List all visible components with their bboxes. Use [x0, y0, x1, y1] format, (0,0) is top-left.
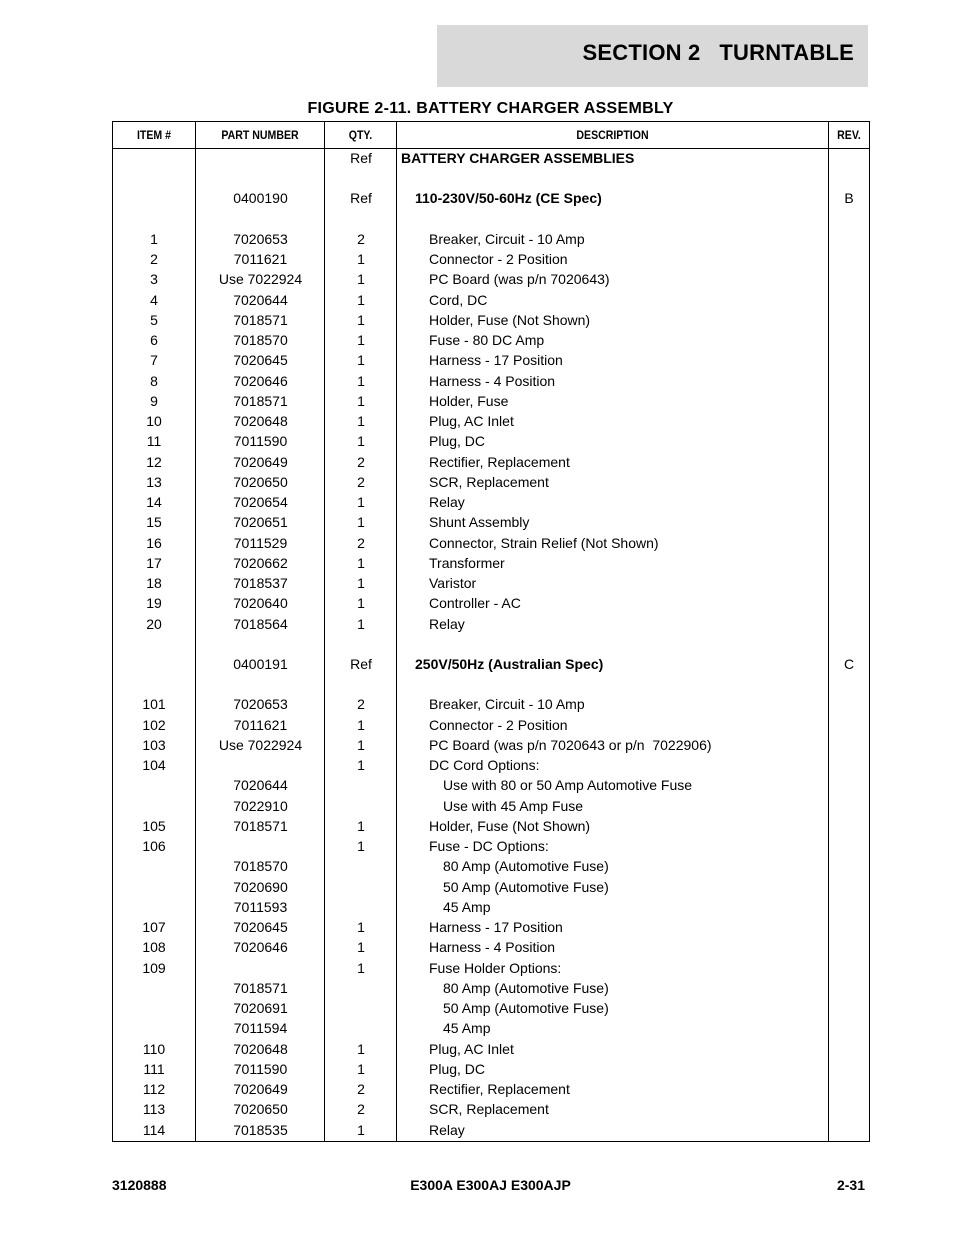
table-row: [113, 553, 869, 573]
table-row: [113, 755, 869, 775]
quantity: 2: [357, 453, 365, 470]
item-number: 101: [142, 696, 166, 713]
part-number: 7020640: [233, 595, 288, 612]
item-number: 12: [146, 453, 162, 470]
table-row: [113, 937, 869, 957]
description: SCR, Replacement: [429, 473, 549, 490]
description: Holder, Fuse: [429, 392, 509, 409]
item-number: 102: [142, 716, 166, 733]
part-number: 7011590: [233, 433, 288, 450]
quantity: 1: [357, 1060, 365, 1077]
quantity: 2: [357, 1081, 365, 1098]
quantity: 1: [357, 332, 365, 349]
description: Transformer: [429, 554, 505, 571]
quantity: 1: [357, 413, 365, 430]
quantity: 2: [357, 1101, 365, 1118]
table-row: [113, 654, 869, 674]
part-number: 7020645: [233, 919, 288, 936]
table-row: [113, 533, 869, 553]
table-row: [113, 512, 869, 532]
header-description: DESCRIPTION: [576, 128, 649, 142]
part-number: 7020691: [233, 1000, 288, 1017]
part-number: 7020648: [233, 1040, 288, 1057]
quantity: 1: [357, 575, 365, 592]
table-row: [113, 775, 869, 795]
item-number: 105: [142, 817, 166, 834]
part-number: 7020650: [233, 473, 288, 490]
header-revision: REV.: [837, 128, 861, 142]
item-number: 4: [150, 291, 158, 308]
quantity: 1: [357, 494, 365, 511]
item-number: 104: [142, 757, 166, 774]
description: Holder, Fuse (Not Shown): [429, 311, 591, 328]
part-number: 7020646: [233, 372, 288, 389]
part-number: 7018571: [233, 979, 288, 996]
footer-doc-number: 3120888: [112, 1177, 167, 1193]
table-row: [113, 796, 869, 816]
quantity: 1: [357, 271, 365, 288]
table-row: [113, 229, 869, 249]
item-number: 15: [146, 514, 162, 531]
quantity: Ref: [350, 655, 372, 672]
header-part-number: PART NUMBER: [221, 128, 299, 142]
footer-page-number: 2-31: [836, 1177, 865, 1193]
description: Relay: [429, 615, 465, 632]
table-row: [113, 188, 869, 208]
part-number: 7011621: [233, 251, 288, 268]
description: Plug, AC Inlet: [429, 413, 514, 430]
description: PC Board (was p/n 7020643 or p/n 7022906): [429, 736, 712, 753]
description: SCR, Replacement: [429, 1101, 549, 1118]
description: Holder, Fuse (Not Shown): [429, 817, 591, 834]
part-number: 7020650: [233, 1101, 288, 1118]
description: Rectifier, Replacement: [429, 1081, 570, 1098]
item-number: 3: [150, 271, 158, 288]
quantity: 1: [357, 251, 365, 268]
figure-title: FIGURE 2-11. BATTERY CHARGER ASSEMBLY: [307, 100, 674, 117]
table-row: [113, 897, 869, 917]
description: Plug, DC: [429, 433, 486, 450]
table-row: [113, 310, 869, 330]
item-number: 14: [146, 494, 162, 511]
quantity: 1: [357, 716, 365, 733]
part-number: 7011593: [233, 898, 288, 915]
item-number: 10: [146, 413, 162, 430]
description: 50 Amp (Automotive Fuse): [443, 1000, 609, 1017]
table-row: [113, 472, 869, 492]
description: 110-230V/50-60Hz (CE Spec): [415, 190, 602, 207]
description: Cord, DC: [429, 291, 488, 308]
table-row: [113, 735, 869, 755]
description: Breaker, Circuit - 10 Amp: [429, 696, 585, 713]
table-row: [113, 492, 869, 512]
table-row: [113, 1018, 869, 1038]
item-number: 16: [146, 534, 162, 551]
item-number: 1: [150, 230, 158, 247]
description: Fuse - DC Options:: [429, 838, 549, 855]
quantity: 1: [357, 514, 365, 531]
revision: C: [843, 655, 855, 672]
table-row: [113, 330, 869, 350]
item-number: 107: [142, 919, 166, 936]
item-number: 114: [142, 1121, 166, 1138]
part-number: 7018571: [233, 817, 288, 834]
description: PC Board (was p/n 7020643): [429, 271, 610, 288]
quantity: 1: [357, 311, 365, 328]
quantity: 1: [357, 554, 365, 571]
part-number: 7020644: [233, 777, 288, 794]
table-row: [113, 877, 869, 897]
table-row: [113, 431, 869, 451]
table-row: [113, 694, 869, 714]
part-number: 7018570: [233, 858, 288, 875]
part-number: 0400191: [233, 655, 288, 672]
description: DC Cord Options:: [429, 757, 540, 774]
quantity: 2: [357, 534, 365, 551]
table-row: [113, 856, 869, 876]
part-number: 7011621: [233, 716, 288, 733]
item-number: 111: [143, 1060, 165, 1077]
item-number: 11: [146, 433, 162, 450]
description: 250V/50Hz (Australian Spec): [415, 655, 604, 672]
description: Fuse - 80 DC Amp: [429, 332, 545, 349]
table-row: [113, 836, 869, 856]
description: Harness - 4 Position: [429, 939, 556, 956]
table-row: [113, 249, 869, 269]
quantity: 1: [357, 919, 365, 936]
part-number: 7020648: [233, 413, 288, 430]
description: 45 Amp: [443, 898, 491, 915]
description: 50 Amp (Automotive Fuse): [443, 878, 609, 895]
description: Rectifier, Replacement: [429, 453, 570, 470]
table-row: [113, 290, 869, 310]
description: Relay: [429, 494, 465, 511]
item-number: 112: [142, 1081, 166, 1098]
table-row: [113, 1059, 869, 1079]
description: Connector - 2 Position: [429, 251, 568, 268]
table-row: [113, 148, 869, 168]
description: 80 Amp (Automotive Fuse): [443, 858, 609, 875]
part-number: 7022910: [233, 797, 288, 814]
item-number: 19: [146, 595, 162, 612]
quantity: 1: [357, 959, 365, 976]
part-number: 7018571: [233, 311, 288, 328]
section-header: [437, 25, 868, 87]
description: 45 Amp: [443, 1020, 491, 1037]
quantity: 1: [357, 372, 365, 389]
description: Harness - 4 Position: [429, 372, 556, 389]
table-row: [113, 411, 869, 431]
quantity: 1: [357, 1040, 365, 1057]
description: Plug, AC Inlet: [429, 1040, 514, 1057]
part-number: 7020646: [233, 939, 288, 956]
part-number: 7018535: [233, 1121, 288, 1138]
quantity: Ref: [350, 150, 372, 166]
table-row: [113, 978, 869, 998]
description: Connector, Strain Relief (Not Shown): [429, 534, 659, 551]
item-number: 9: [150, 392, 158, 409]
description: Harness - 17 Position: [429, 919, 563, 936]
part-number: 7020649: [233, 453, 288, 470]
part-number: 0400190: [233, 190, 288, 207]
quantity: 2: [357, 696, 365, 713]
part-number: 7011594: [233, 1020, 288, 1037]
table-row: [113, 371, 869, 391]
quantity: 1: [357, 392, 365, 409]
item-number: 20: [146, 615, 162, 632]
table-row: [113, 573, 869, 593]
item-number: 8: [150, 372, 158, 389]
item-number: 103: [142, 736, 166, 753]
part-number: 7020654: [233, 494, 288, 511]
description: Breaker, Circuit - 10 Amp: [429, 230, 585, 247]
item-number: 18: [146, 575, 162, 592]
table-row: [113, 1079, 869, 1099]
table-row: [113, 816, 869, 836]
table-row: [113, 1039, 869, 1059]
description: Use with 80 or 50 Amp Automotive Fuse: [443, 777, 693, 794]
table-row: [113, 452, 869, 472]
quantity: 1: [357, 757, 365, 774]
quantity: 2: [357, 473, 365, 490]
quantity: 1: [357, 595, 365, 612]
item-number: 110: [142, 1040, 166, 1057]
item-number: 5: [150, 311, 158, 328]
quantity: Ref: [350, 190, 372, 207]
part-number: Use 7022924: [218, 736, 303, 753]
table-row: [113, 593, 869, 613]
part-number: 7018571: [233, 392, 288, 409]
description: Connector - 2 Position: [429, 716, 568, 733]
item-number: 113: [142, 1101, 166, 1118]
description: 80 Amp (Automotive Fuse): [443, 979, 609, 996]
item-number: 13: [146, 473, 162, 490]
quantity: 1: [357, 352, 365, 369]
table-row: [113, 269, 869, 289]
item-number: 2: [150, 251, 158, 268]
part-number: 7011529: [233, 534, 288, 551]
description: Harness - 17 Position: [429, 352, 563, 369]
quantity: 1: [357, 1121, 365, 1138]
description: Use with 45 Amp Fuse: [443, 797, 584, 814]
quantity: 1: [357, 291, 365, 308]
table-row: [113, 715, 869, 735]
table-row: [113, 391, 869, 411]
description: Varistor: [429, 575, 477, 592]
item-number: 6: [150, 332, 158, 349]
description: BATTERY CHARGER ASSEMBLIES: [401, 150, 635, 166]
part-number: 7020644: [233, 291, 288, 308]
parts-table: [112, 121, 870, 1142]
quantity: 1: [357, 939, 365, 956]
header-item-number: ITEM #: [136, 128, 172, 142]
quantity: 1: [357, 433, 365, 450]
quantity: 1: [357, 736, 365, 753]
footer-models: E300A E300AJ E300AJP: [410, 1177, 571, 1193]
part-number: 7020690: [233, 878, 288, 895]
table-row: [113, 350, 869, 370]
quantity: 1: [357, 615, 365, 632]
part-number: 7020651: [233, 514, 288, 531]
table-row: [113, 998, 869, 1018]
item-number: 7: [150, 352, 158, 369]
table-row: [113, 958, 869, 978]
description: Fuse Holder Options:: [429, 959, 562, 976]
part-number: 7020645: [233, 352, 288, 369]
part-number: 7018570: [233, 332, 288, 349]
table-row: [113, 1099, 869, 1119]
item-number: 17: [146, 554, 162, 571]
part-number: 7011590: [233, 1060, 288, 1077]
description: Controller - AC: [429, 595, 521, 612]
quantity: 1: [357, 838, 365, 855]
part-number: 7020653: [233, 230, 288, 247]
part-number: 7020653: [233, 696, 288, 713]
part-number: 7020649: [233, 1081, 288, 1098]
part-number: 7018537: [233, 575, 288, 592]
description: Shunt Assembly: [429, 514, 530, 531]
description: Plug, DC: [429, 1060, 486, 1077]
table-row: [113, 614, 869, 634]
part-number: Use 7022924: [218, 271, 303, 288]
revision: B: [844, 190, 854, 207]
item-number: 109: [142, 959, 166, 976]
description: Relay: [429, 1121, 465, 1138]
quantity: 1: [357, 817, 365, 834]
quantity: 2: [357, 230, 365, 247]
table-row: [113, 1120, 869, 1140]
header-quantity: QTY.: [348, 128, 373, 142]
part-number: 7020662: [233, 554, 288, 571]
item-number: 106: [142, 838, 166, 855]
table-row: [113, 917, 869, 937]
item-number: 108: [142, 939, 166, 956]
part-number: 7018564: [233, 615, 288, 632]
section-title: SECTION 2 TURNTABLE: [582, 40, 854, 65]
